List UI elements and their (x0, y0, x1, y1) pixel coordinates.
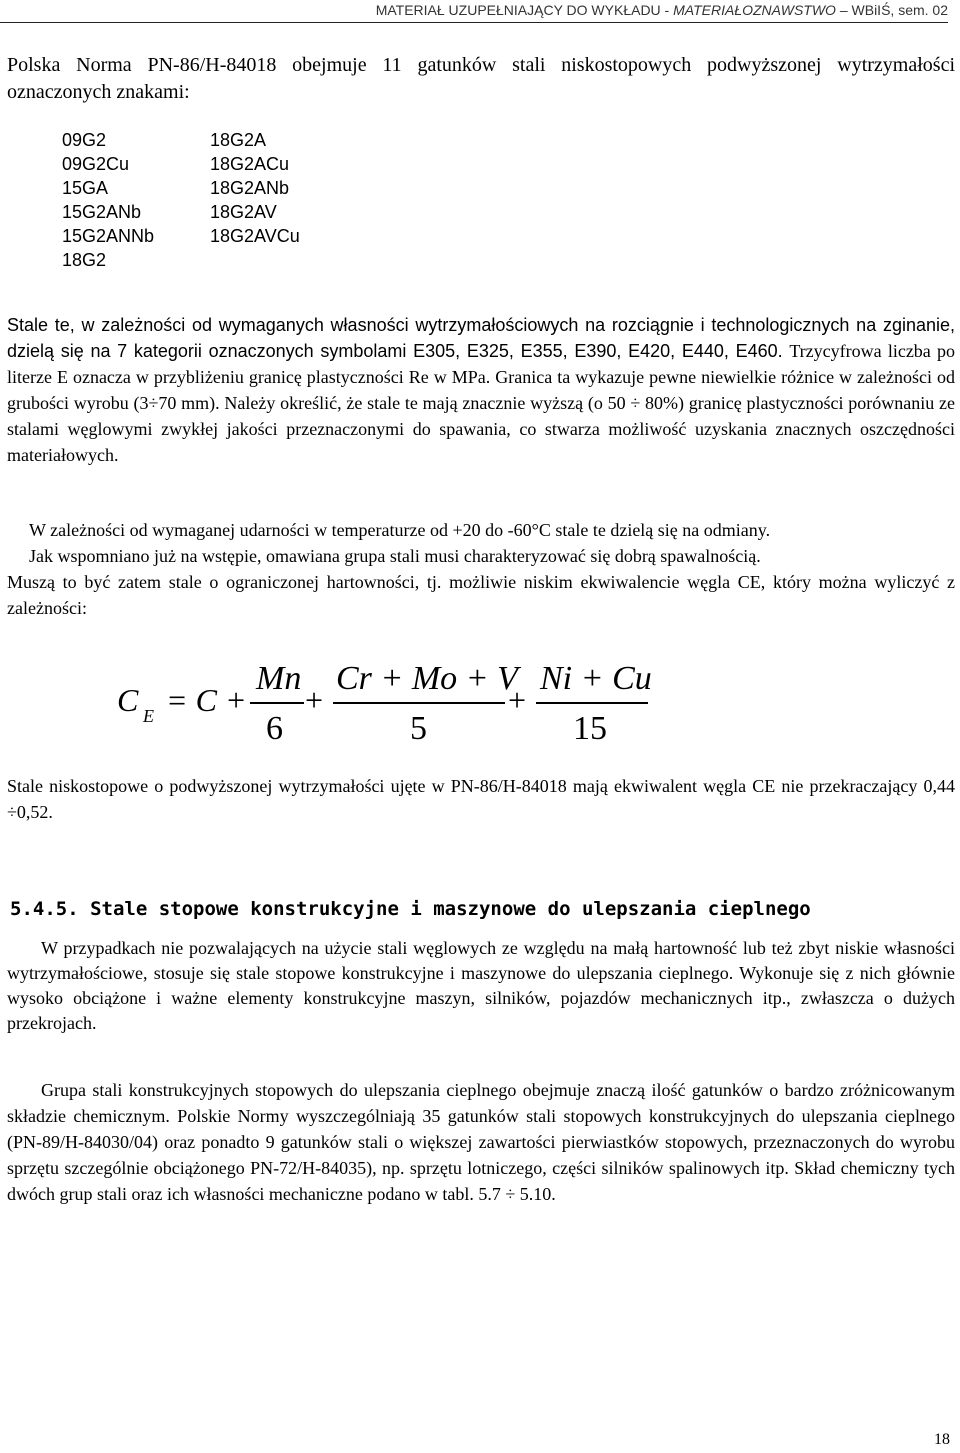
formula-lhs-subscript: E (143, 706, 154, 726)
steel-groups-text: Grupa stali konstrukcyjnych stopowych do ulepszania cieplnego obejmuje znaczą ilość gatunków o bardzo zróżnicowanym składzie chemicznym. Polskie Normy wyszczególniają 35 gatunków stali stopowych konstrukcyjnych do ulepszania cieplnego (PN-89/H-84030/04) oraz ponadto 9 gatunków stali o większej zawartości pierwiastków stopowych, przeznaczonych do wyrobu sprzętu szczególnie obciążonego PN-72/H-84035), np. sprzętu lotniczego, części silników spalinowych itp. Skład chemiczny tych dwóch grup stali oraz ich własności mechaniczne podano w tabl. 5.7 ÷ 5.10. (7, 1080, 955, 1204)
equivalent-paragraph (7, 773, 955, 825)
fraction-3-denominator: 15 (573, 710, 607, 747)
fraction-2-denominator: 5 (410, 710, 427, 747)
grade-item: 18G2ANb (210, 178, 290, 198)
fraction-2-numerator: Cr + Mo + V (336, 660, 518, 697)
fraction-1-denominator: 6 (266, 710, 283, 747)
grade-item: 15GA (62, 178, 109, 198)
header-text-1: MATERIAŁ UZUPEŁNIAJĄCY DO WYKŁADU - (375, 2, 674, 18)
formula-lhs: C (117, 682, 139, 718)
fraction-1-numerator: Mn (256, 660, 302, 697)
categories-paragraph (7, 312, 955, 468)
page-header (0, 2, 948, 23)
impact-line-3: Muszą to być zatem stale o ograniczonej hartowności, tj. możliwie niskim ekwiwalencie węgla CE, który można wyliczyć z zależności: (7, 572, 955, 618)
categories-text-sans: Stale te, w zależności od wymaganych własności wytrzymałościowych na rozciągnie i technologicznych na zginanie, dzielą się na 7 kategorii oznaczonych symbolami E305, E325, E355, E390, E420, E440, E460. (7, 315, 955, 361)
alloy-steel-text: W przypadkach nie pozwalających na użycie stali węglowych ze względu na małą hartowność lub też zbyt niskie własności wytrzymałościowe, stosuje się stale stopowe konstrukcyjne i maszynowe do ulepszania cieplnego. Wykonuje się z nich głównie wysoko obciążone i ważne elementy konstrukcyjne maszyn, silników, pojazdów mechanicznych itp., zwłaszcza o dużych przekrojach. (7, 938, 955, 1033)
page-number: 18 (934, 1431, 950, 1448)
fraction-3-bar (536, 702, 648, 704)
steel-groups-paragraph (7, 1077, 955, 1207)
formula-plus-1: + (305, 682, 324, 718)
fraction-3-numerator: Ni + Cu (540, 660, 652, 697)
intro-text: Polska Norma PN-86/H-84018 obejmuje 11 gatunków stali niskostopowych podwyższonej wytrzymałości oznaczonych znakami: (7, 54, 955, 103)
impact-line-1: W zależności od wymaganej udarności w temperaturze od +20 do -60°C stale te dzielą się na odmiany. (29, 520, 771, 540)
grade-item: 15G2ANNb (62, 226, 155, 246)
formula-equals: = C + (166, 682, 247, 718)
impact-line-2: Jak wspomniano już na wstępie, omawiana grupa stali musi charakteryzować się dobrą spawalnością. (29, 546, 761, 566)
grade-item: 18G2A (210, 130, 267, 150)
categories-text: Trzycyfrowa liczba po literze E oznacza w przybliżeniu granicę plastyczności Re w MPa. Granica ta wykazuje pewne niewielkie różnice w zależności od grubości wyrobu (3÷70 mm). Należy określić, że stale te mają znacznie wyższą (o 50 ÷ 80%) granicę plastyczności porównaniu ze stalami węglowymi zwykłej jakości przeznaczonymi do spawania, co stwarza możliwość uzyskania znacznych oszczędności materiałowych. (7, 341, 955, 465)
grade-item: 18G2 (62, 250, 107, 270)
fraction-1-bar (250, 702, 304, 704)
grade-item: 18G2AVCu (210, 226, 300, 246)
carbon-equivalent-formula (0, 650, 960, 760)
impact-paragraph (7, 517, 955, 621)
intro-paragraph (7, 52, 955, 106)
grade-item: 09G2 (62, 130, 107, 150)
fraction-2-bar (333, 702, 505, 704)
alloy-steel-paragraph (7, 936, 955, 1036)
section-heading: 5.4.5. Stale stopowe konstrukcyjne i maszynowe do ulepszania cieplnego (10, 898, 811, 920)
formula-plus-2: + (508, 682, 527, 718)
grade-item: 18G2ACu (210, 154, 290, 174)
equivalent-text: Stale niskostopowe o podwyższonej wytrzymałości ujęte w PN-86/H-84018 mają ekwiwalent węgla CE nie przekraczający 0,44 ÷0,52. (7, 776, 955, 822)
grades-list-left (62, 128, 154, 272)
header-text-3: – WBiIŚ, sem. 02 (835, 2, 948, 18)
grade-item: 09G2Cu (62, 154, 130, 174)
grade-item: 15G2ANb (62, 202, 142, 222)
header-text-2: MATERIAŁOZNAWSTWO (673, 2, 836, 18)
grades-list-right (210, 128, 300, 248)
grade-item: 18G2AV (210, 202, 277, 222)
